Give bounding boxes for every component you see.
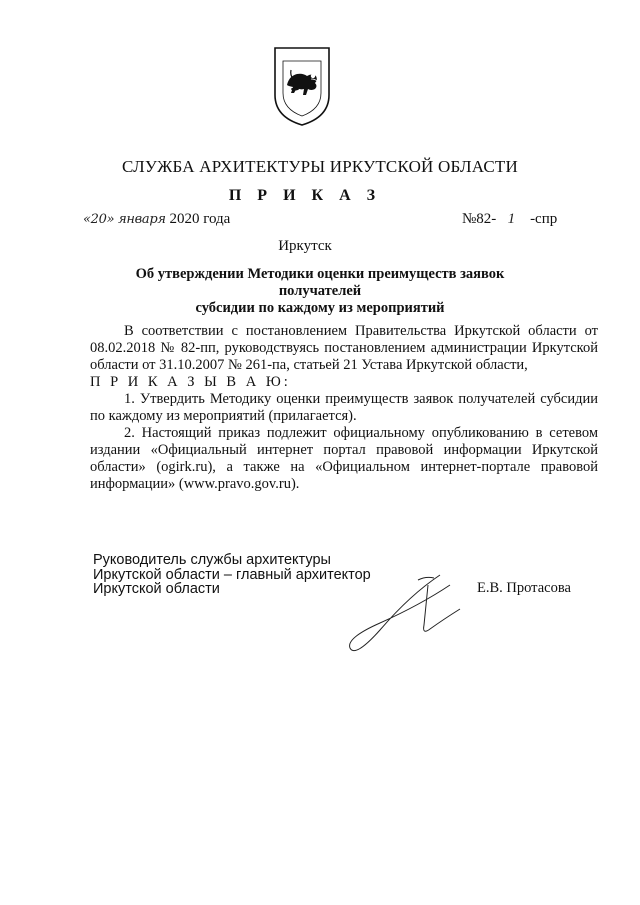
subject-line-2: субсидии по каждому из мероприятий [195,300,445,316]
order-word: П Р И К А З Ы В А Ю: [90,374,291,390]
signer-title-line-1: Руководитель службы архитектуры [93,552,331,568]
document-body [90,323,598,493]
signer-title-line-2: Иркутской области – главный архитектор [93,566,371,583]
number-suffix: -спр [530,211,558,227]
signer-name: Е.В. Протасова [477,580,571,596]
document-subject [100,266,540,317]
number-prefix: №82- [462,211,497,227]
order-item-1: 1. Утвердить Методику оценки преимуществ заявок получателей субсидии по каждому из мероприятий (прилагается). [90,391,598,424]
subject-line-1: Об утверждении Методики оценки преимуществ заявок получателей [135,266,505,299]
organization-title: СЛУЖБА АРХИТЕКТУРЫ ИРКУТСКОЙ ОБЛАСТИ [122,157,518,176]
document-number [462,211,557,228]
preamble-paragraph: В соответствии с постановлением Правительства Иркутской области от 08.02.2018 № 82-пп, руководствуясь постановлением администрации Иркутской области от 31.10.2007 № 261-па, статьей 21 Устава Иркутской области, [90,323,598,373]
document-type-heading: П Р И К А З [228,187,382,204]
document-date [83,211,230,228]
handwritten-signature [340,565,475,655]
city-name: Иркутск [278,238,332,254]
signer-title-block [93,553,371,597]
date-year: 2020 года [169,211,231,227]
order-item-2: 2. Настоящий приказ подлежит официальному опубликованию в сетевом издании «Официальный интернет портал правовой информации Иркутской области» (ogirk.ru), а также на «Официальном интернет-портале правовой информации» (www.pravo.gov.ru). [90,425,598,492]
coat-of-arms-emblem [271,45,333,127]
handwritten-date: «20» января [83,212,166,227]
signer-title-line-3: Иркутской области [93,581,220,597]
handwritten-number: 1 [507,211,516,227]
